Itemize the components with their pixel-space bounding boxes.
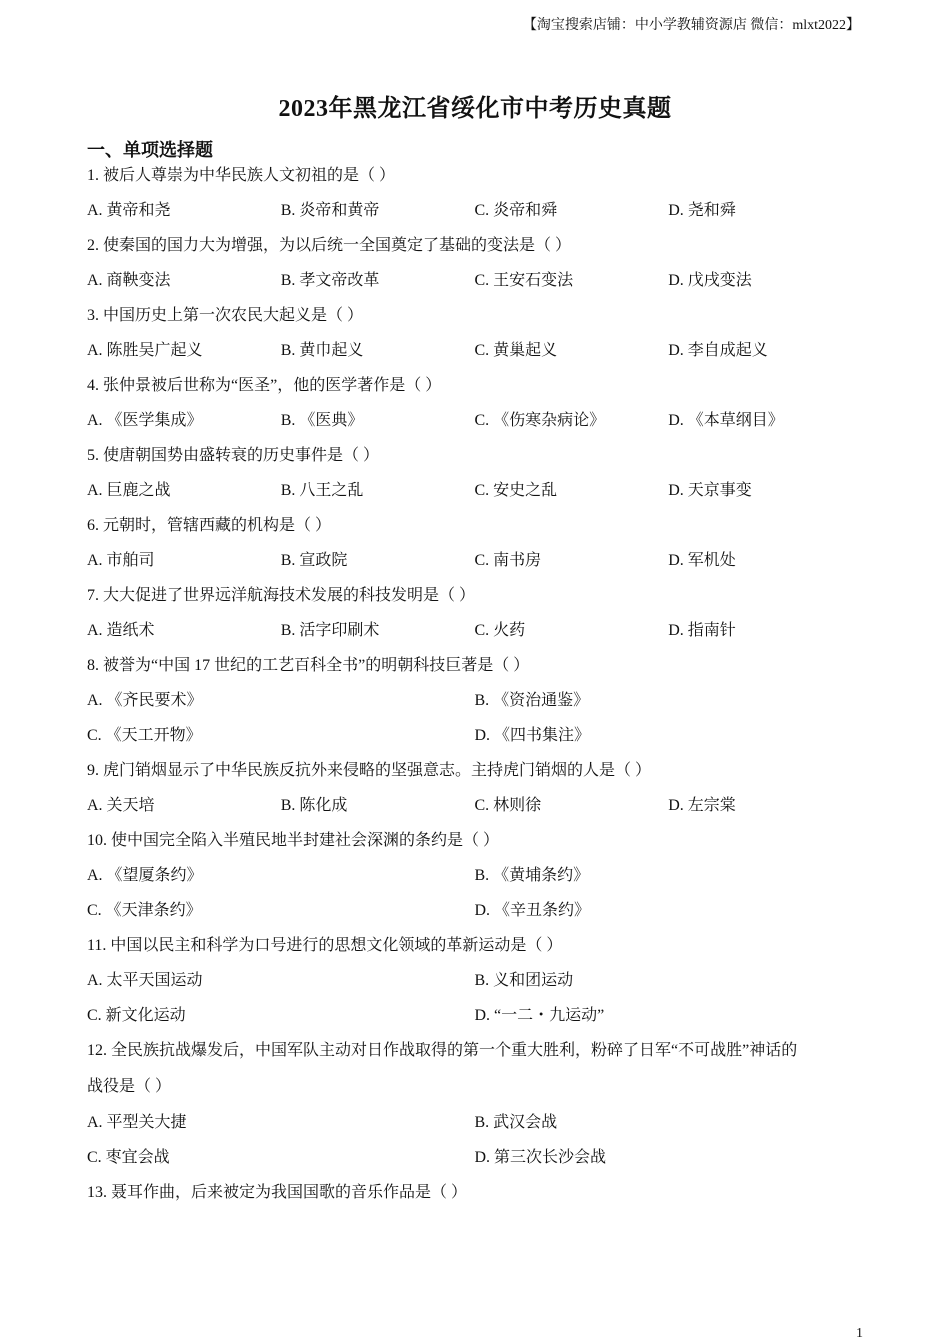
- option-b: B. 八王之乱: [280, 482, 364, 499]
- option-a: A. 巨鹿之战: [87, 482, 171, 499]
- option-row: [87, 998, 862, 1033]
- question-stem: 5. 使唐朝国势由盛转衰的历史事件是（ ）: [87, 447, 380, 464]
- option-a: A. 《医学集成》: [87, 412, 203, 429]
- option-c: C. 南书房: [474, 552, 542, 569]
- option-b: B. 《资治通鉴》: [474, 692, 590, 709]
- option-row: [87, 718, 862, 753]
- option-row: [87, 543, 862, 578]
- option-row: [87, 403, 862, 438]
- header-note: 【淘宝搜索店铺：中小学教辅资源店 微信：mlxt2022】: [522, 18, 860, 33]
- option-b: B. 孝文帝改革: [280, 272, 380, 289]
- option-row: [87, 1105, 862, 1140]
- option-a: A. 关天培: [87, 797, 155, 814]
- option-d: D. 军机处: [668, 552, 736, 569]
- option-d: D. 《辛丑条约》: [474, 902, 591, 919]
- question-stem: 3. 中国历史上第一次农民大起义是（ ）: [87, 307, 364, 324]
- option-row: [87, 893, 862, 928]
- option-a: A. 造纸术: [87, 622, 155, 639]
- option-c: C. 炎帝和舜: [474, 202, 558, 219]
- question-stem: 1. 被后人尊崇为中华民族人文初祖的是（ ）: [87, 167, 396, 184]
- question-stem: 4. 张仲景被后世称为“医圣”，他的医学著作是（ ）: [87, 377, 442, 394]
- question-list: [87, 158, 862, 1210]
- question-stem: 8. 被誉为“中国 17 世纪的工艺百科全书”的明朝科技巨著是（ ）: [87, 657, 530, 674]
- option-c: C. 火药: [474, 622, 526, 639]
- option-a: A. 商鞅变法: [87, 272, 171, 289]
- option-b: B. 陈化成: [280, 797, 348, 814]
- option-c: C. 安史之乱: [474, 482, 558, 499]
- option-d: D. 《本草纲目》: [668, 412, 784, 429]
- page-number: 1: [856, 1326, 863, 1341]
- question-stem: 6. 元朝时，管辖西藏的机构是（ ）: [87, 517, 332, 534]
- option-d: D. “一二・九运动”: [474, 1007, 605, 1024]
- option-b: B. 武汉会战: [474, 1114, 558, 1131]
- option-row: [87, 193, 862, 228]
- option-a: A. 黄帝和尧: [87, 202, 171, 219]
- option-c: C. 《天工开物》: [87, 727, 202, 744]
- option-row: [87, 858, 862, 893]
- option-a: A. 《望厦条约》: [87, 867, 203, 884]
- option-row: [87, 263, 862, 298]
- option-row: [87, 683, 862, 718]
- option-d: D. 李自成起义: [668, 342, 768, 359]
- option-d: D. 天京事变: [668, 482, 752, 499]
- option-d: D. 尧和舜: [668, 202, 736, 219]
- question-stem: 12. 全民族抗战爆发后，中国军队主动对日作战取得的第一个重大胜利，粉碎了日军“不可战胜”神话的: [87, 1042, 798, 1059]
- option-c: C. 黄巢起义: [474, 342, 558, 359]
- option-b: B. 《医典》: [280, 412, 364, 429]
- option-b: B. 《黄埔条约》: [474, 867, 590, 884]
- option-c: C. 枣宜会战: [87, 1149, 170, 1166]
- question-stem: 10. 使中国完全陷入半殖民地半封建社会深渊的条约是（ ）: [87, 832, 500, 849]
- section-heading: 一、单项选择题: [87, 140, 213, 160]
- option-d: D. 指南针: [668, 622, 736, 639]
- option-row: [87, 963, 862, 998]
- option-a: A. 平型关大捷: [87, 1114, 187, 1131]
- option-c: C. 林则徐: [474, 797, 542, 814]
- option-c: C. 王安石变法: [474, 272, 574, 289]
- option-c: C. 《天津条约》: [87, 902, 202, 919]
- option-row: [87, 788, 862, 823]
- option-row: [87, 613, 862, 648]
- option-b: B. 黄巾起义: [280, 342, 364, 359]
- option-c: C. 《伤寒杂病论》: [474, 412, 606, 429]
- question-stem: 9. 虎门销烟显示了中华民族反抗外来侵略的坚强意志。主持虎门销烟的人是（ ）: [87, 762, 652, 779]
- question-stem: 7. 大大促进了世界远洋航海技术发展的科技发明是（ ）: [87, 587, 476, 604]
- option-row: [87, 333, 862, 368]
- option-row: [87, 1140, 862, 1175]
- question-stem: 13. 聂耳作曲，后来被定为我国国歌的音乐作品是（ ）: [87, 1184, 468, 1201]
- option-d: D. 第三次长沙会战: [474, 1149, 607, 1166]
- page-title: 2023年黑龙江省绥化市中考历史真题: [278, 96, 672, 122]
- option-b: B. 义和团运动: [474, 972, 574, 989]
- option-row: [87, 473, 862, 508]
- option-a: A. 《齐民要术》: [87, 692, 203, 709]
- question-stem: 11. 中国以民主和科学为口号进行的思想文化领域的革新运动是（ ）: [87, 937, 563, 954]
- option-a: A. 太平天国运动: [87, 972, 203, 989]
- option-b: B. 炎帝和黄帝: [280, 202, 380, 219]
- option-a: A. 市舶司: [87, 552, 155, 569]
- option-b: B. 宣政院: [280, 552, 348, 569]
- question-stem: 2. 使秦国的国力大为增强，为以后统一全国奠定了基础的变法是（ ）: [87, 237, 572, 254]
- option-d: D. 戊戌变法: [668, 272, 752, 289]
- option-a: A. 陈胜吴广起义: [87, 342, 203, 359]
- option-d: D. 左宗棠: [668, 797, 736, 814]
- option-b: B. 活字印刷术: [280, 622, 380, 639]
- option-c: C. 新文化运动: [87, 1007, 186, 1024]
- option-d: D. 《四书集注》: [474, 727, 591, 744]
- question-stem-continued: 战役是（ ）: [87, 1078, 172, 1095]
